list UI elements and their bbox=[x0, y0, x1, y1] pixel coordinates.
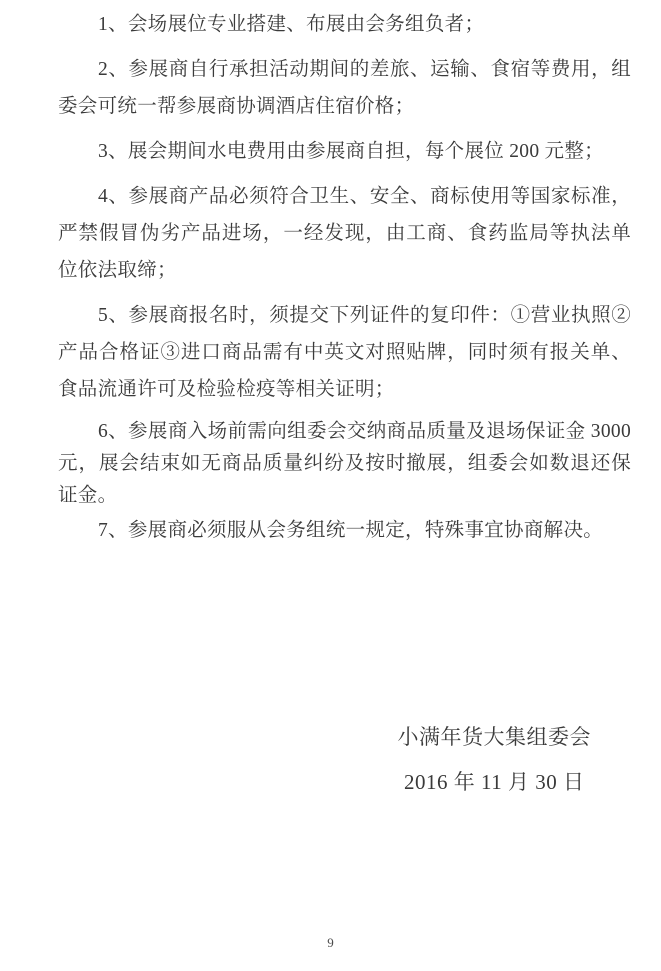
page-number: 9 bbox=[327, 935, 334, 950]
list-item-1: 1、会场展位专业搭建、布展由会务组负者； bbox=[98, 14, 485, 35]
list-item-3: 3、展会期间水电费用由参展商自担，每个展位 200 元整； bbox=[98, 141, 604, 162]
signature-organization: 小满年货大集组委会 bbox=[397, 725, 591, 749]
document-body bbox=[58, 6, 631, 548]
list-item-4: 4、参展商产品必须符合卫生、安全、商标使用等国家标准，严禁假冒伪劣产品进场，一经发现，由工商、食药监局等执法单位依法取缔； bbox=[58, 186, 631, 281]
list-item-5: 5、参展商报名时，须提交下列证件的复印件：①营业执照②产品合格证③进口商品需有中英文对照贴牌，同时须有报关单、食品流通许可及检验检疫等相关证明； bbox=[58, 305, 631, 400]
list-item-6: 6、参展商入场前需向组委会交纳商品质量及退场保证金 3000 元，展会结束如无商品质量纠纷及按时撤展，组委会如数退还保证金。 bbox=[58, 421, 631, 506]
list-item-2: 2、参展商自行承担活动期间的差旅、运输、食宿等费用，组委会可统一帮参展商协调酒店住宿价格； bbox=[58, 59, 631, 117]
list-item-7: 7、参展商必须服从会务组统一规定，特殊事宜协商解决。 bbox=[98, 520, 604, 541]
signature-date: 2016 年 11 月 30 日 bbox=[404, 770, 585, 794]
signature-block bbox=[398, 715, 592, 805]
